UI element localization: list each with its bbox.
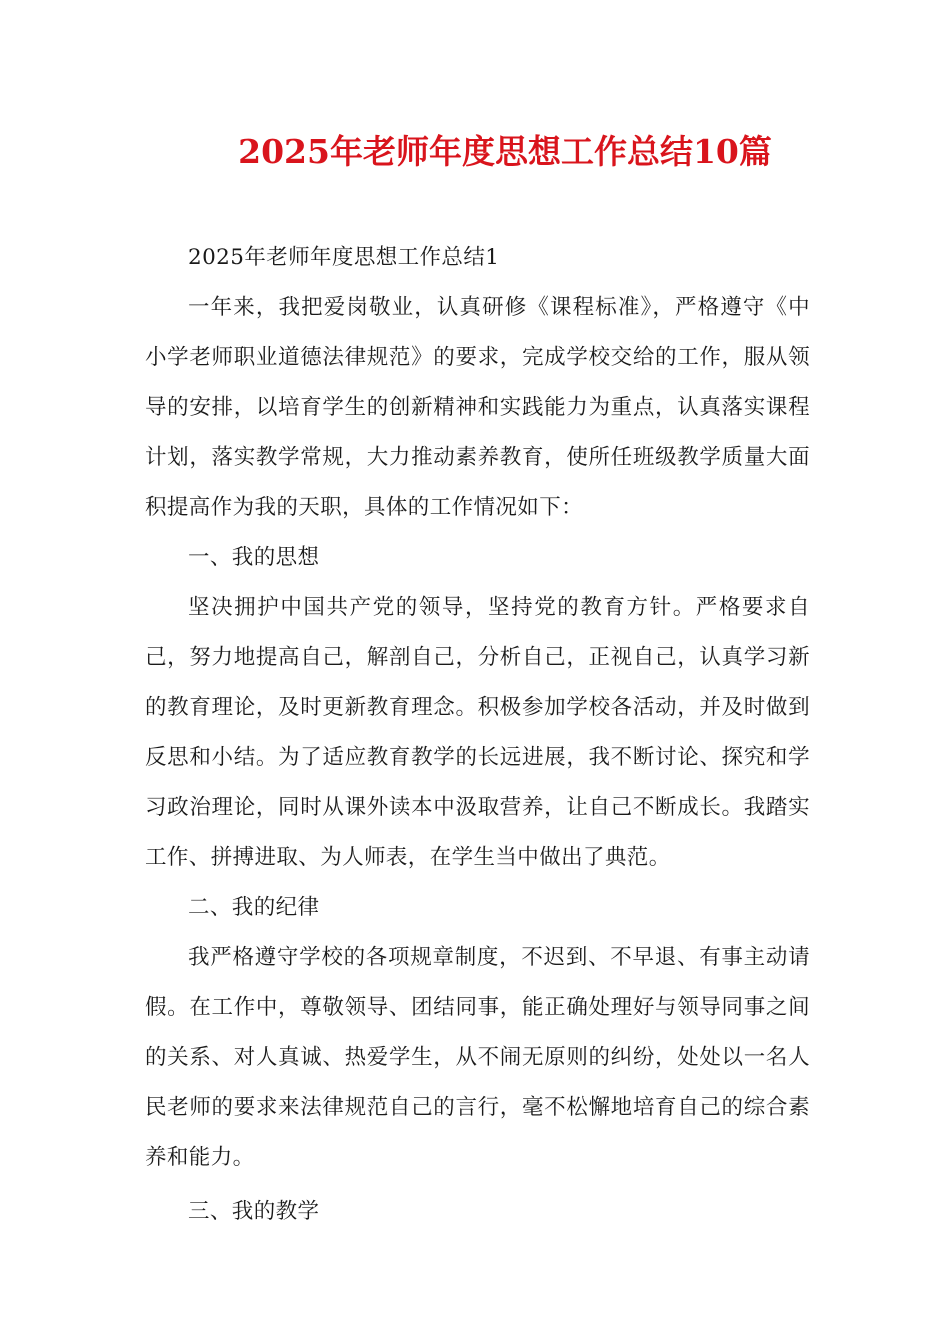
document-title: 2025年老师年度思想工作总结10篇 [238,132,772,171]
section-heading-discipline: 二、我的纪律 [188,895,320,920]
section-heading-teaching: 三、我的教学 [188,1199,320,1224]
article-subtitle: 2025年老师年度思想工作总结1 [188,245,500,270]
document-body [145,233,810,1237]
section-paragraph-thought: 坚决拥护中国共产党的领导，坚持党的教育方针。严格要求自己，努力地提高自己，解剖自己，分析自己，正视自己，认真学习新的教育理论，及时更新教育理念。积极参加学校各活动，并及时做到反思和小结。为了适应教育教学的长远进展，我不断讨论、探究和学习政治理论，同时从课外读本中汲取营养，让自己不断成长。我踏实工作、拼搏进取、为人师表，在学生当中做出了典范。 [145,595,810,870]
section-heading-thought: 一、我的思想 [188,545,320,570]
intro-paragraph: 一年来，我把爱岗敬业，认真研修《课程标准》，严格遵守《中小学老师职业道德法律规范》的要求，完成学校交给的工作，服从领导的安排，以培育学生的创新精神和实践能力为重点，认真落实课程计划，落实教学常规，大力推动素养教育，使所任班级教学质量大面积提高作为我的天职，具体的工作情况如下： [145,295,810,520]
section-paragraph-discipline: 我严格遵守学校的各项规章制度，不迟到、不早退、有事主动请假。在工作中，尊敬领导、团结同事，能正确处理好与领导同事之间的关系、对人真诚、热爱学生，从不闹无原则的纠纷，处处以一名人民老师的要求来法律规范自己的言行，毫不松懈地培育自己的综合素养和能力。 [145,945,810,1170]
